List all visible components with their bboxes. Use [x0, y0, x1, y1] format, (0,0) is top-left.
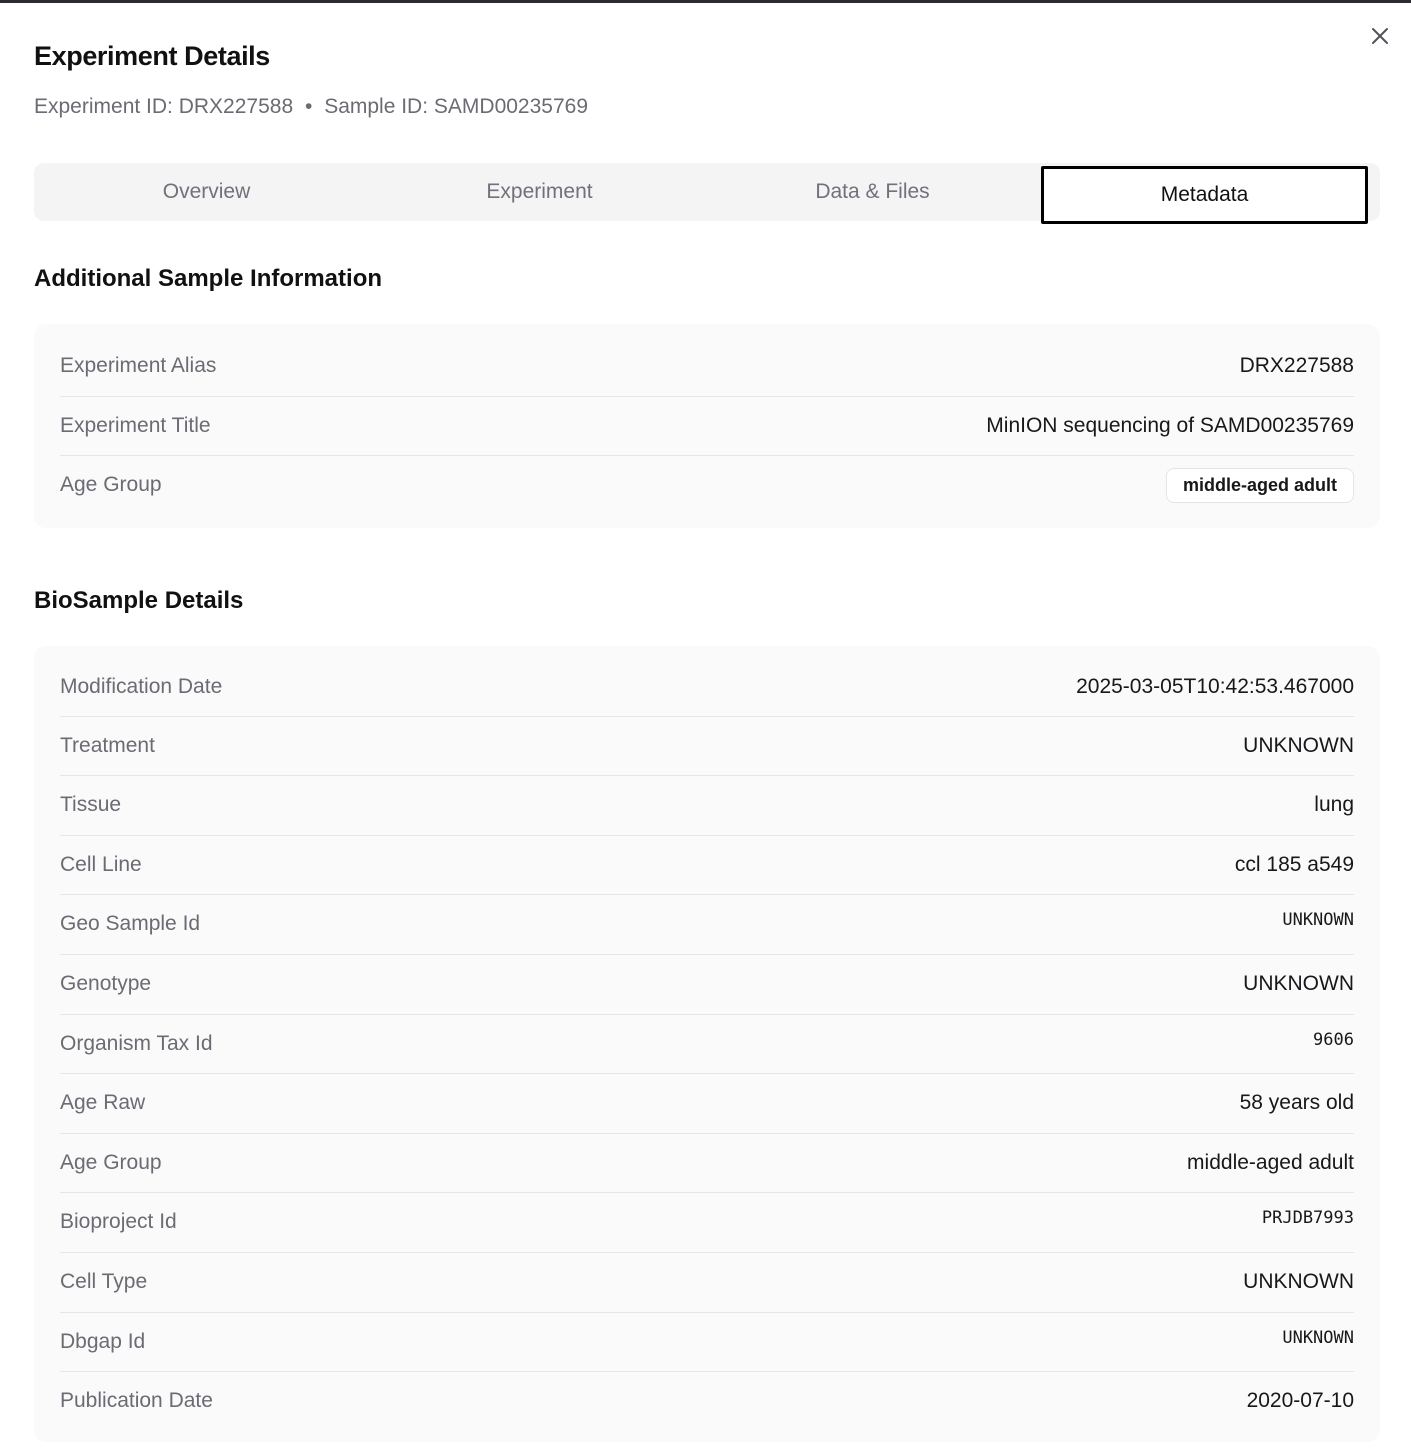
- row-label: Genotype: [60, 972, 152, 995]
- biosample-row: [60, 1014, 1354, 1074]
- row-label: Bioproject Id: [60, 1210, 177, 1233]
- row-value: 58 years old: [1239, 1091, 1354, 1114]
- tab-experiment[interactable]: Experiment: [486, 180, 593, 203]
- row-value: DRX227588: [1239, 354, 1354, 377]
- row-label: Publication Date: [60, 1389, 213, 1412]
- biosample-row: [60, 1073, 1354, 1134]
- close-icon: [1371, 27, 1389, 45]
- biosample-row: [60, 1312, 1354, 1372]
- biosample-row: [60, 1133, 1354, 1193]
- row-value: middle-aged adult: [1187, 1150, 1354, 1174]
- sample-id-text: Sample ID: SAMD00235769: [324, 95, 588, 118]
- experiment-details-dialog: [0, 3, 1411, 1450]
- row-value: MinION sequencing of SAMD00235769: [986, 413, 1354, 437]
- info-row: [60, 336, 1354, 397]
- row-label: Tissue: [60, 793, 122, 816]
- row-value: 9606: [1313, 1030, 1354, 1050]
- biosample-card: [34, 646, 1380, 1442]
- row-label: Organism Tax Id: [60, 1031, 213, 1055]
- row-value: ccl 185 a549: [1234, 852, 1354, 876]
- close-button[interactable]: [1364, 20, 1396, 52]
- row-value: 2020-07-10: [1246, 1389, 1354, 1412]
- biosample-row: [60, 835, 1354, 895]
- row-label: Experiment Title: [60, 413, 211, 437]
- biosample-row: [60, 894, 1354, 955]
- additional-info-card: [34, 324, 1380, 528]
- biosample-row: [60, 658, 1354, 717]
- tab-list: [34, 163, 1380, 221]
- row-value: lung: [1314, 793, 1354, 816]
- row-value: UNKNOWN: [1243, 1270, 1354, 1293]
- info-row: [60, 455, 1354, 515]
- row-label: Age Raw: [60, 1091, 146, 1114]
- tab-data-files[interactable]: Data & Files: [815, 180, 930, 203]
- row-label: Age Group: [60, 473, 162, 496]
- row-label: Experiment Alias: [60, 354, 217, 377]
- subtitle-separator: •: [304, 95, 313, 118]
- biosample-row: [60, 716, 1354, 776]
- row-label: Cell Type: [60, 1270, 148, 1293]
- additional-info-heading: Additional Sample Information: [34, 265, 383, 292]
- info-row: [60, 396, 1354, 456]
- row-value: UNKNOWN: [1243, 972, 1354, 995]
- biosample-row: [60, 775, 1354, 836]
- row-value: 2025-03-05T10:42:53.467000: [1076, 675, 1354, 698]
- row-label: Dbgap Id: [60, 1329, 146, 1353]
- tab-metadata[interactable]: Metadata: [1041, 166, 1368, 224]
- row-label: Geo Sample Id: [60, 912, 201, 935]
- age-group-badge: middle-aged adult: [1166, 468, 1354, 503]
- row-value: UNKNOWN: [1282, 1328, 1354, 1348]
- row-value: UNKNOWN: [1243, 733, 1354, 757]
- row-label: Cell Line: [60, 852, 142, 876]
- row-label: Age Group: [60, 1150, 162, 1174]
- biosample-row: [60, 1371, 1354, 1431]
- experiment-id-text: Experiment ID: DRX227588: [34, 95, 294, 118]
- biosample-row: [60, 954, 1354, 1015]
- biosample-row: [60, 1192, 1354, 1253]
- row-value: UNKNOWN: [1282, 910, 1354, 930]
- row-label: Treatment: [60, 733, 155, 757]
- dialog-title: Experiment Details: [34, 41, 270, 71]
- tab-overview[interactable]: Overview: [162, 180, 251, 203]
- row-value: PRJDB7993: [1261, 1208, 1354, 1228]
- biosample-row: [60, 1252, 1354, 1313]
- row-label: Modification Date: [60, 675, 223, 698]
- biosample-heading: BioSample Details: [34, 587, 244, 614]
- dialog-subtitle: [34, 95, 588, 119]
